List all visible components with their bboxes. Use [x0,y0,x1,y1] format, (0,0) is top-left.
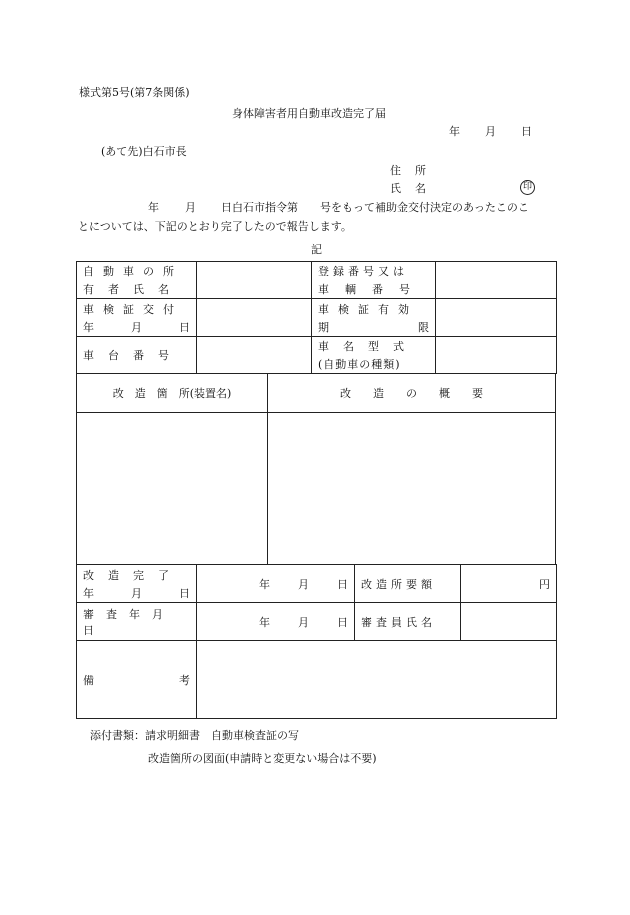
remarks-label-2: 考 [179,673,190,687]
done-value-year: 年 [259,577,270,591]
owner-label-line1: 自動車の所 [83,265,183,278]
inspect-value-cell[interactable] [197,299,312,337]
remarks-value-cell[interactable] [197,641,557,719]
date-day-label: 日 [521,125,532,138]
inspect-month: 月 [131,320,142,334]
chassis-value-cell[interactable] [197,337,312,374]
mod-place-header-label: 改 造 箇 所(装置名) [112,387,232,400]
review-value-year: 年 [259,615,270,629]
reg-label-line1: 登録番号又は [318,265,408,278]
model-label-line2: (自動車の種類) [318,358,401,371]
valid-label-line2a: 期 [318,320,329,334]
done-label-year: 年 [83,586,94,600]
chassis-label-cell [77,337,197,374]
valid-label-cell [312,299,436,337]
valid-label-line2b: 限 [418,320,429,334]
reg-label-line2: 車輌番号 [318,283,426,296]
ki-heading: 記 [311,243,322,256]
done-value-day: 日 [337,577,348,591]
valid-label-line1: 車検証有効 [318,302,418,316]
done-label-cell [77,565,197,603]
cost-label: 改造所要額 [361,577,436,591]
attachments-line1: 添付書類：請求明細書 自動車検査証の写 [90,729,299,742]
body-month: 月 [185,201,196,214]
done-label-month: 月 [131,586,142,600]
model-value-cell[interactable] [436,337,557,374]
remarks-label-1: 備 [83,673,94,687]
owner-value-cell[interactable] [197,262,312,299]
owner-label-cell [77,262,197,299]
mod-place-header [76,373,268,413]
reviewer-label: 審査員氏名 [361,615,436,629]
chassis-label: 車台番号 [83,349,183,362]
reg-value-cell[interactable] [436,262,557,299]
done-value-month: 月 [298,577,309,591]
done-label-day: 日 [179,586,190,600]
cost-label-cell [355,565,461,603]
inspect-day: 日 [179,320,190,334]
review-date-label: 審査年月日 [83,607,175,637]
model-label-cell [312,337,436,374]
address-label-2: 所 [415,164,426,177]
seal-icon: 印 [520,180,535,195]
form-number: 様式第5号(第7条関係) [79,86,190,99]
reg-label-cell [312,262,436,299]
address-label-1: 住 [390,164,401,177]
cost-unit: 円 [539,577,550,591]
date-year-label: 年 [449,125,460,138]
name-label-1: 氏 [390,182,401,195]
body-line2: とについては、下記のとおり完了したので報告します。 [78,220,352,233]
seal-mark [520,179,535,195]
reviewer-value-cell[interactable] [461,603,557,641]
addressee: (あて先)白石市長 [101,145,187,158]
review-value-month: 月 [298,615,309,629]
done-label-line1: 改造完了 [83,568,183,582]
document-title: 身体障害者用自動車改造完了届 [232,107,386,120]
name-label-2: 名 [415,182,426,195]
review-date-value-cell[interactable] [197,603,355,641]
reviewer-label-cell [355,603,461,641]
mod-summary-value[interactable] [267,412,556,565]
inspect-year: 年 [83,320,94,334]
review-value-day: 日 [337,615,348,629]
inspect-label-cell [77,299,197,337]
model-label-line1: 車名型式 [318,340,418,353]
body-line1: 日白石市指令第 号をもって補助金交付決定のあったこのこ [221,201,529,214]
body-year: 年 [148,201,159,214]
mod-place-value[interactable] [76,412,268,565]
mod-summary-header [267,373,556,413]
inspect-label-line1: 車検証交付 [83,302,183,316]
date-month-label: 月 [485,125,496,138]
attachments-line2: 改造箇所の図面(申請時と変更ない場合は不要) [148,752,377,765]
remarks-label-cell [77,641,197,719]
owner-label-line2: 有者氏名 [83,283,183,296]
mod-summary-header-label: 改 造 の 概 要 [340,387,483,400]
cost-value-cell[interactable] [461,565,557,603]
review-date-label-cell [77,603,197,641]
completion-table [76,564,557,719]
done-value-cell[interactable] [197,565,355,603]
vehicle-info-table [76,261,557,374]
valid-value-cell[interactable] [436,299,557,337]
